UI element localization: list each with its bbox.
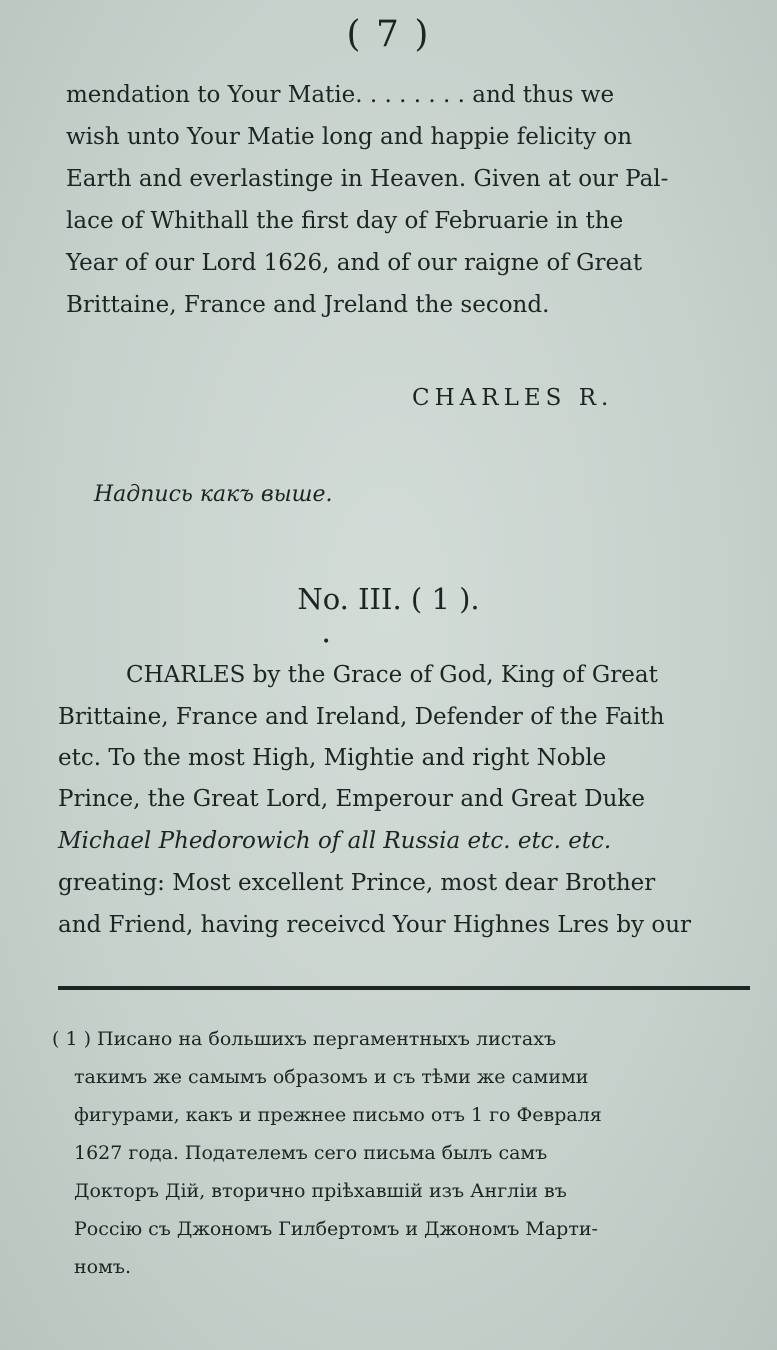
text-line: Brittaine, France and Ireland, Defender of the Faith bbox=[58, 704, 665, 730]
russian-subtitle: Надпись какъ выше. bbox=[94, 482, 333, 507]
text-line: greating: Most excellent Prince, most dear Brother bbox=[58, 870, 656, 896]
text-line: mendation to Your Matie. . . . . . . . and thus we bbox=[66, 82, 615, 108]
text-line: Brittaine, France and Jreland the second. bbox=[66, 292, 550, 318]
footnote-divider bbox=[58, 986, 750, 990]
footnote-line: 1627 года. Подателемъ сего письма былъ самъ bbox=[74, 1142, 548, 1164]
footnote-line: номъ. bbox=[74, 1256, 132, 1278]
text-line: and Friend, having receivcd Your Highnes Lres by our bbox=[58, 912, 692, 938]
page-number: ( 7 ) bbox=[346, 14, 431, 55]
footnote-line: такимъ же самымъ образомъ и съ тѣми же самими bbox=[74, 1066, 589, 1088]
footnote-line: Докторъ Дій, вторично пріѣхавшій изъ Англіи въ bbox=[74, 1180, 567, 1202]
text-line: lace of Whithall the first day of Februarie in the bbox=[66, 208, 624, 234]
footnote-line: фигурами, какъ и прежнее письмо отъ 1 го Февраля bbox=[74, 1104, 602, 1126]
text-line: etc. To the most High, Mightie and right Noble bbox=[58, 745, 607, 771]
signature: CHARLES R. bbox=[412, 385, 614, 411]
document-heading: No. III. ( 1 ). bbox=[297, 582, 480, 616]
footnote-line: ( 1 ) Писано на большихъ пергаментныхъ листахъ bbox=[52, 1028, 557, 1050]
text-line: CHARLES by the Grace of God, King of Great bbox=[126, 662, 658, 688]
text-line: Year of our Lord 1626, and of our raigne of Great bbox=[66, 250, 643, 276]
text-line: wish unto Your Matie long and happie felicity on bbox=[66, 124, 633, 150]
text-line: Michael Phedorowich of all Russia etc. etc. etc. bbox=[58, 828, 612, 854]
text-line: Prince, the Great Lord, Emperour and Great Duke bbox=[58, 786, 645, 812]
text-line: Earth and everlastinge in Heaven. Given at our Pal- bbox=[66, 166, 669, 192]
footnote-line: Россію съ Джономъ Гилбертомъ и Джономъ Марти- bbox=[74, 1218, 598, 1240]
ornament-dot: • bbox=[322, 634, 331, 650]
